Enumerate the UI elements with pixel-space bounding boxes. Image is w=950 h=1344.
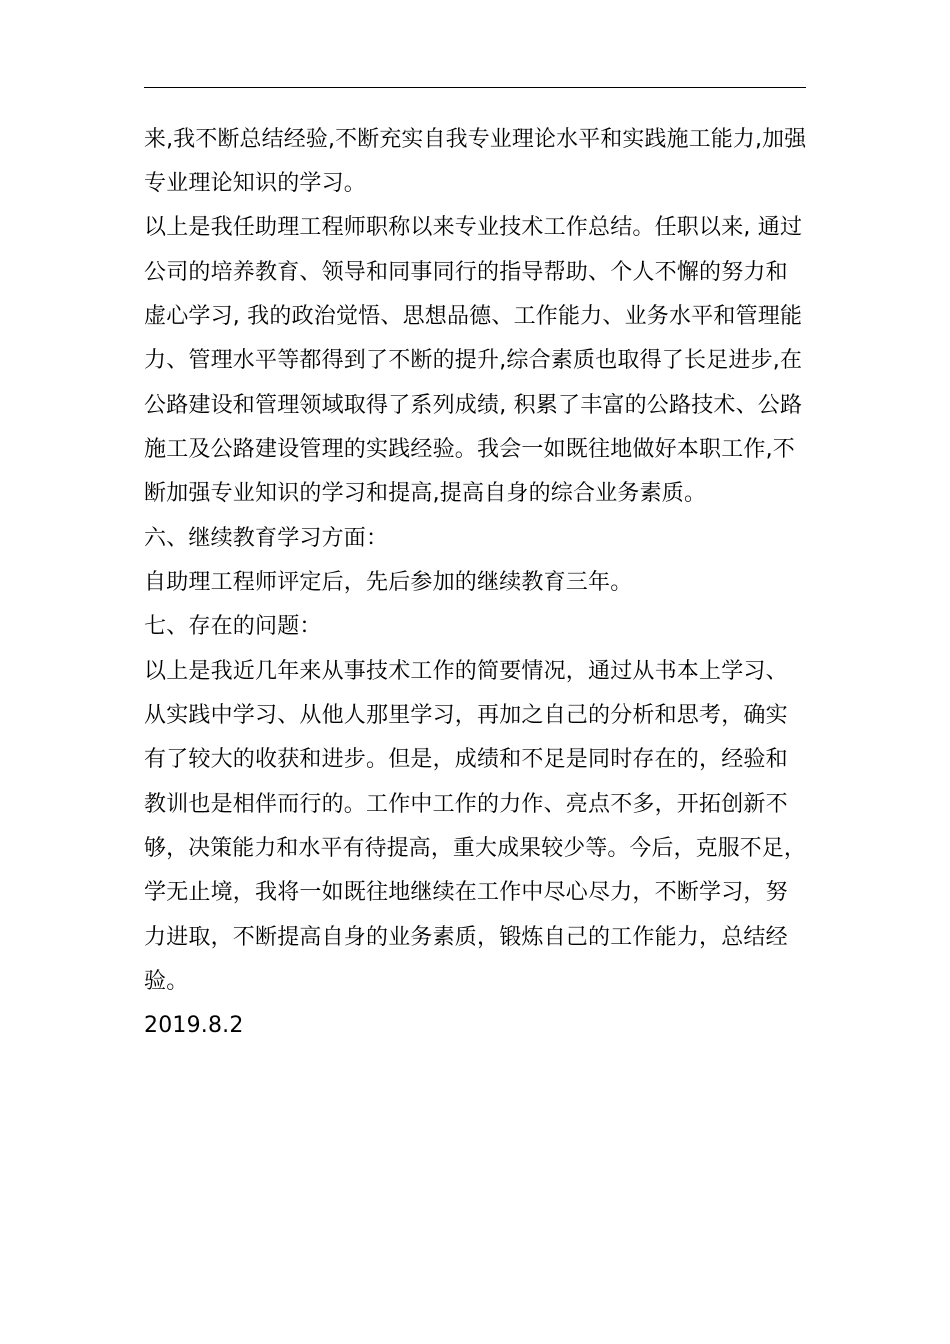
text-line-20: 验。 bbox=[144, 969, 189, 994]
text-line-6: 力、管理水平等都得到了不断的提升,综合素质也取得了长足进步,在 bbox=[144, 348, 803, 373]
text-line-11: 自助理工程师评定后，先后参加的继续教育三年。 bbox=[144, 570, 633, 595]
text-line-8: 施工及公路建设管理的实践经验。我会一如既往地做好本职工作,不 bbox=[144, 437, 795, 462]
text-line-19: 力进取，不断提高自身的业务素质，锻炼自己的工作能力，总结经 bbox=[144, 925, 788, 950]
text-line-9: 断加强专业知识的学习和提高,提高自身的综合业务素质。 bbox=[144, 481, 707, 506]
text-line-7: 公路建设和管理领域取得了系列成绩, 积累了丰富的公路技术、公路 bbox=[144, 393, 803, 418]
text-line-17: 够，决策能力和水平有待提高，重大成果较少等。今后，克服不足， bbox=[144, 836, 807, 861]
text-line-18: 学无止境，我将一如既往地继续在工作中尽心尽力，不断学习，努 bbox=[144, 880, 788, 905]
text-line-5: 虚心学习, 我的政治觉悟、思想品德、工作能力、业务水平和管理能 bbox=[144, 304, 803, 329]
text-line-2: 专业理论知识的学习。 bbox=[144, 171, 367, 196]
text-line-13: 以上是我近几年来从事技术工作的简要情况，通过从书本上学习、 bbox=[144, 659, 788, 684]
text-line-14: 从实践中学习、从他人那里学习，再加之自己的分析和思考，确实 bbox=[144, 703, 788, 728]
text-line-16: 教训也是相伴而行的。工作中工作的力作、亮点不多，开拓创新不 bbox=[144, 792, 788, 817]
document-date: 2019.8.2 bbox=[144, 1013, 244, 1038]
section-heading-6: 六、继续教育学习方面： bbox=[144, 526, 389, 551]
text-line-1: 来,我不断总结经验,不断充实自我专业理论水平和实践施工能力,加强 bbox=[144, 127, 807, 152]
text-line-3: 以上是我任助理工程师职称以来专业技术工作总结。任职以来, 通过 bbox=[144, 215, 803, 240]
text-line-15: 有了较大的收获和进步。但是，成绩和不足是同时存在的，经验和 bbox=[144, 747, 788, 772]
text-line-4: 公司的培养教育、领导和同事同行的指导帮助、个人不懈的努力和 bbox=[144, 260, 788, 285]
section-heading-7: 七、存在的问题： bbox=[144, 614, 322, 639]
header-divider bbox=[144, 87, 806, 88]
